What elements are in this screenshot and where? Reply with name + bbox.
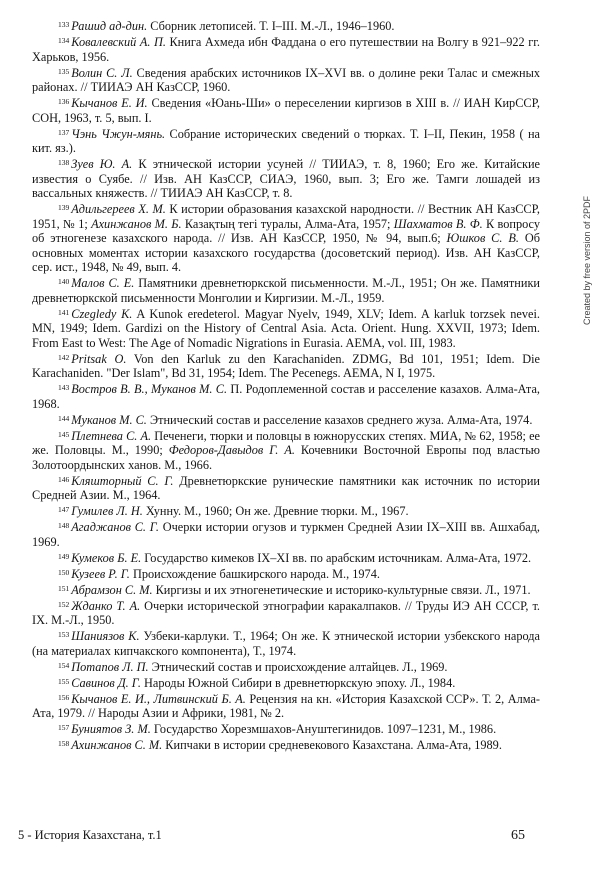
footnote: [32, 156, 540, 201]
footnote-author: Рашид ад-дин.: [71, 19, 148, 33]
footnote-number: 145: [58, 429, 70, 439]
footnote-author: Шахматов В. Ф.: [393, 216, 483, 231]
footnote-author: Потапов Л. П.: [71, 659, 149, 674]
footnote-author: Кумеков Б. Е.: [71, 550, 142, 565]
footnote-text: A Kunok eredeterol. Magyar Nyelv, 1949, XLV; Idem. A karluk torzsek nevei. MN, 1949; Idem. Gardizi on the History of Central Asia. Acta. Orient. Hung. XXVII, 1973; Idem. From East to West: The Age of Nomadic Nigrations in Eurasia. AEMA, vol. III, 1983.: [32, 306, 540, 350]
footnote-author: Шаниязов К.: [71, 629, 140, 643]
footnote-number: 134: [58, 36, 70, 45]
footnote-author: Юшков С. В.: [446, 231, 519, 245]
footnote-text: Рецензия на кн. «История Казахской ССР». Т. 2, Алма-Ата, 1979. // Народы Азии и Африки, 1981, № 2.: [32, 691, 540, 720]
footnote-author: Буниятов З. М.: [71, 722, 151, 736]
footnote-number: 150: [58, 567, 70, 577]
footnote: [32, 737, 540, 753]
footnotes-list: [32, 18, 540, 753]
footnote-author: Жданко Т. А.: [71, 598, 141, 613]
footnote-text: Этнический состав и происхождение алтайцев. Л., 1969.: [148, 659, 448, 674]
footnote-number: 155: [58, 676, 70, 686]
footnote-number: 149: [58, 551, 70, 561]
running-footer: 5 - История Казахстана, т.1: [18, 828, 162, 842]
footnote: [32, 598, 540, 628]
footnote-text: Von den Karluk zu den Karachaniden. ZDMG, Bd 101, 1951; Idem. Die Karachaniden. "Der Islam", Bd 31, 1954; Idem. The Pecenegs. AEMA, N I, 1975.: [32, 351, 540, 380]
footnote-number: 139: [58, 203, 70, 212]
footnote-text: Памятники древнетюркской письменности. М.-Л., 1951; Он же. Памятники древнетюркской письменности Монголии и Киргизии. М.-Л., 1959.: [32, 276, 540, 305]
footnote-number: 138: [58, 158, 70, 167]
footnote-text: Происхождение башкирского народа. М., 1974.: [129, 566, 380, 581]
footnote-number: 154: [58, 660, 70, 670]
footnote: [32, 628, 540, 658]
footnote-number: 151: [58, 583, 70, 593]
footnote-number: 144: [58, 413, 70, 423]
footnote-text: Об основных моментах истории казахского государства (досоветский период). Изв. АН КазССР, сер. ист., 1948, № 49, вып. 4.: [32, 231, 540, 274]
footnote-text: К вопросу об этногенезе казахского народа. // Изв. АН КазССР, 1950, № 94, вып.6;: [32, 216, 540, 245]
footnote-number: 141: [58, 307, 70, 317]
footnote: [32, 691, 540, 721]
footnote: [32, 550, 540, 566]
footnote-text: Киргизы и их этногенетические и историко-культурные связи. Л., 1971.: [152, 582, 531, 597]
footnote: [32, 34, 540, 64]
footnote: [32, 351, 540, 381]
footnote: [32, 503, 540, 519]
footnote: [32, 201, 540, 275]
footnote-text: П. Родоплеменной состав и расселение казахов. Алма-Ата, 1968.: [32, 382, 540, 411]
footnote: [32, 95, 540, 125]
footnote-author: Адильгереев Х. М.: [71, 202, 166, 216]
footnote: [32, 659, 540, 675]
footnote-author: Агаджанов С. Г.: [71, 520, 159, 534]
footnote-number: 143: [58, 383, 70, 392]
footnote-author: Кычанов Е. И.: [71, 96, 148, 110]
footnote: [32, 381, 540, 411]
footnote-number: 147: [58, 505, 70, 514]
footnote-number: 157: [58, 723, 70, 732]
footnote: [32, 721, 540, 737]
footnote-text: Печенеги, тюрки и половцы в южнорусских степях. МИА, № 62, 1958; ее же. Половцы. М., 1990;: [32, 428, 540, 457]
footnote-number: 148: [58, 521, 70, 530]
footnote-text: Узбеки-карлуки. Т., 1964; Он же. К этнической истории узбекского народа (на материалах кипчакского компонента), Т., 1974.: [32, 629, 540, 658]
footnote-text: Хунну. М., 1960; Он же. Древние тюрки. М., 1967.: [142, 504, 409, 518]
footnote: [32, 126, 540, 156]
footnote-number: 140: [58, 277, 70, 286]
footnote-text: К истории образования казахской народности. // Вестник АН КазССР, 1951, № 1;: [32, 202, 540, 231]
footnote-text: Сведения арабских источников IX–XVI вв. о долине реки Талас и смежных районах. // ТИИАЭ АН КазССР, 1960.: [32, 65, 540, 94]
footnote-text: Государство Хорезмшахов-Ануштегинидов. 1097–1231, М., 1986.: [150, 722, 497, 736]
footnote-author: Ахинжанов С. М.: [71, 738, 163, 752]
footnote: [32, 582, 540, 598]
footnote-author: Малов С. Е.: [71, 276, 135, 290]
footnote: [32, 412, 540, 428]
footnote-text: Кипчаки в истории средневекового Казахстана. Алма-Ата, 1989.: [162, 738, 502, 752]
footnote-number: 146: [58, 474, 70, 484]
footnote-author: Гумилев Л. Н.: [71, 504, 143, 518]
footnote-author: Федоров-Давыдов Г. А.: [168, 443, 295, 457]
footnote-author: Кузеев Р. Г.: [71, 566, 130, 581]
footnote-number: 156: [58, 692, 70, 702]
footnote-text: Кочевники Восточной Европы под властью Золотоордынских ханов. М., 1966.: [32, 443, 540, 472]
footnote-text: Очерки истории огузов и туркмен Средней Азии IX–XIII вв. Ашхабад, 1969.: [32, 520, 540, 549]
footnote: [32, 675, 540, 691]
footnote: [32, 519, 540, 549]
footnote-text: К этнической истории усуней // ТИИАЭ, т. 8, 1960; Его же. Китайские известия о Суябе. // Изв. АН КазССР, СИАЭ, 1960, вып. 3; Его же. Тамги лошадей из вассальных княжеств. // ТИИАЭ АН КазССР, т. 8.: [32, 157, 540, 200]
footnote-text: Древнетюркские рунические памятники как источник по истории Средней Азии. М., 1964.: [32, 473, 540, 502]
footnote: [32, 473, 540, 503]
footnote-number: 135: [58, 66, 70, 76]
footnote: [32, 275, 540, 305]
footnote-author: Кычанов Е. И., Литвинский Б. А.: [71, 691, 246, 706]
footnote-text: Очерки исторической этнографии каракалпаков. // Труды ИЭ АН СССР, т. IX. М.-Л., 1950.: [32, 598, 540, 627]
footnote-text: Сведения «Юань-Ши» о переселении киргизов в XIII в. // ИАН КирССР, СОН, 1963, т. 5, вып. I.: [32, 96, 540, 125]
page-number: 65: [511, 828, 525, 843]
footnote-author: Волин С. Л.: [71, 65, 133, 80]
footnote-author: Pritsak O.: [71, 351, 127, 366]
footnote: [32, 428, 540, 473]
footnote-author: Плетнева С. А.: [71, 428, 152, 443]
footnote-author: Чэнь Чжун-мянь.: [71, 126, 166, 141]
footnote-text: Этнический состав и расселение казахов среднего жуза. Алма-Ата, 1974.: [146, 412, 533, 427]
footnote-text: Сборник летописей. Т. I–III. М.-Л., 1946–1960.: [147, 19, 395, 33]
footnote-text: Книга Ахмеда ибн Фаддана о его путешествии на Волгу в 921–922 гг. Харьков, 1956.: [32, 35, 540, 64]
footnote-text: Народы Южной Сибири в древнетюркскую эпоху. Л., 1984.: [140, 675, 456, 690]
footnote: [32, 18, 540, 34]
footnote-author: Зуев Ю. А.: [71, 157, 133, 171]
footnote: [32, 306, 540, 351]
footnote-number: 153: [58, 630, 70, 639]
footnote: [32, 65, 540, 95]
footnote-author: Востров В. В., Муканов М. С.: [71, 382, 228, 396]
footnote-author: Czegledy K.: [71, 306, 133, 321]
footnote: [32, 566, 540, 582]
footnote-author: Кляшторный С. Г.: [71, 473, 174, 488]
footnote-number: 136: [58, 97, 70, 106]
footnote-author: Абрамзон С. М.: [71, 582, 153, 597]
footnote-number: 152: [58, 599, 70, 609]
footnote-author: Савинов Д. Г.: [71, 675, 141, 690]
watermark: Created by free version of 2PDF: [582, 195, 592, 325]
footnote-author: Ковалевский А. П.: [71, 35, 166, 49]
footnote-number: 133: [58, 20, 70, 29]
footnote-author: Ахинжанов М. Б.: [91, 216, 182, 231]
footnote-text: Государство кимеков IX–XI вв. по арабским источникам. Алма-Ата, 1972.: [141, 550, 532, 565]
footnote-author: Муканов М. С.: [71, 412, 147, 427]
footnote-text: Собрание исторических сведений о тюрках. Т. I–II, Пекин, 1958 ( на кит. яз.).: [32, 126, 540, 155]
footnote-number: 158: [58, 739, 70, 748]
footnote-text: Казақтың тегі туралы, Алма-Ата, 1957;: [181, 216, 394, 231]
footnote-number: 142: [58, 352, 70, 362]
footnote-number: 137: [58, 127, 70, 137]
